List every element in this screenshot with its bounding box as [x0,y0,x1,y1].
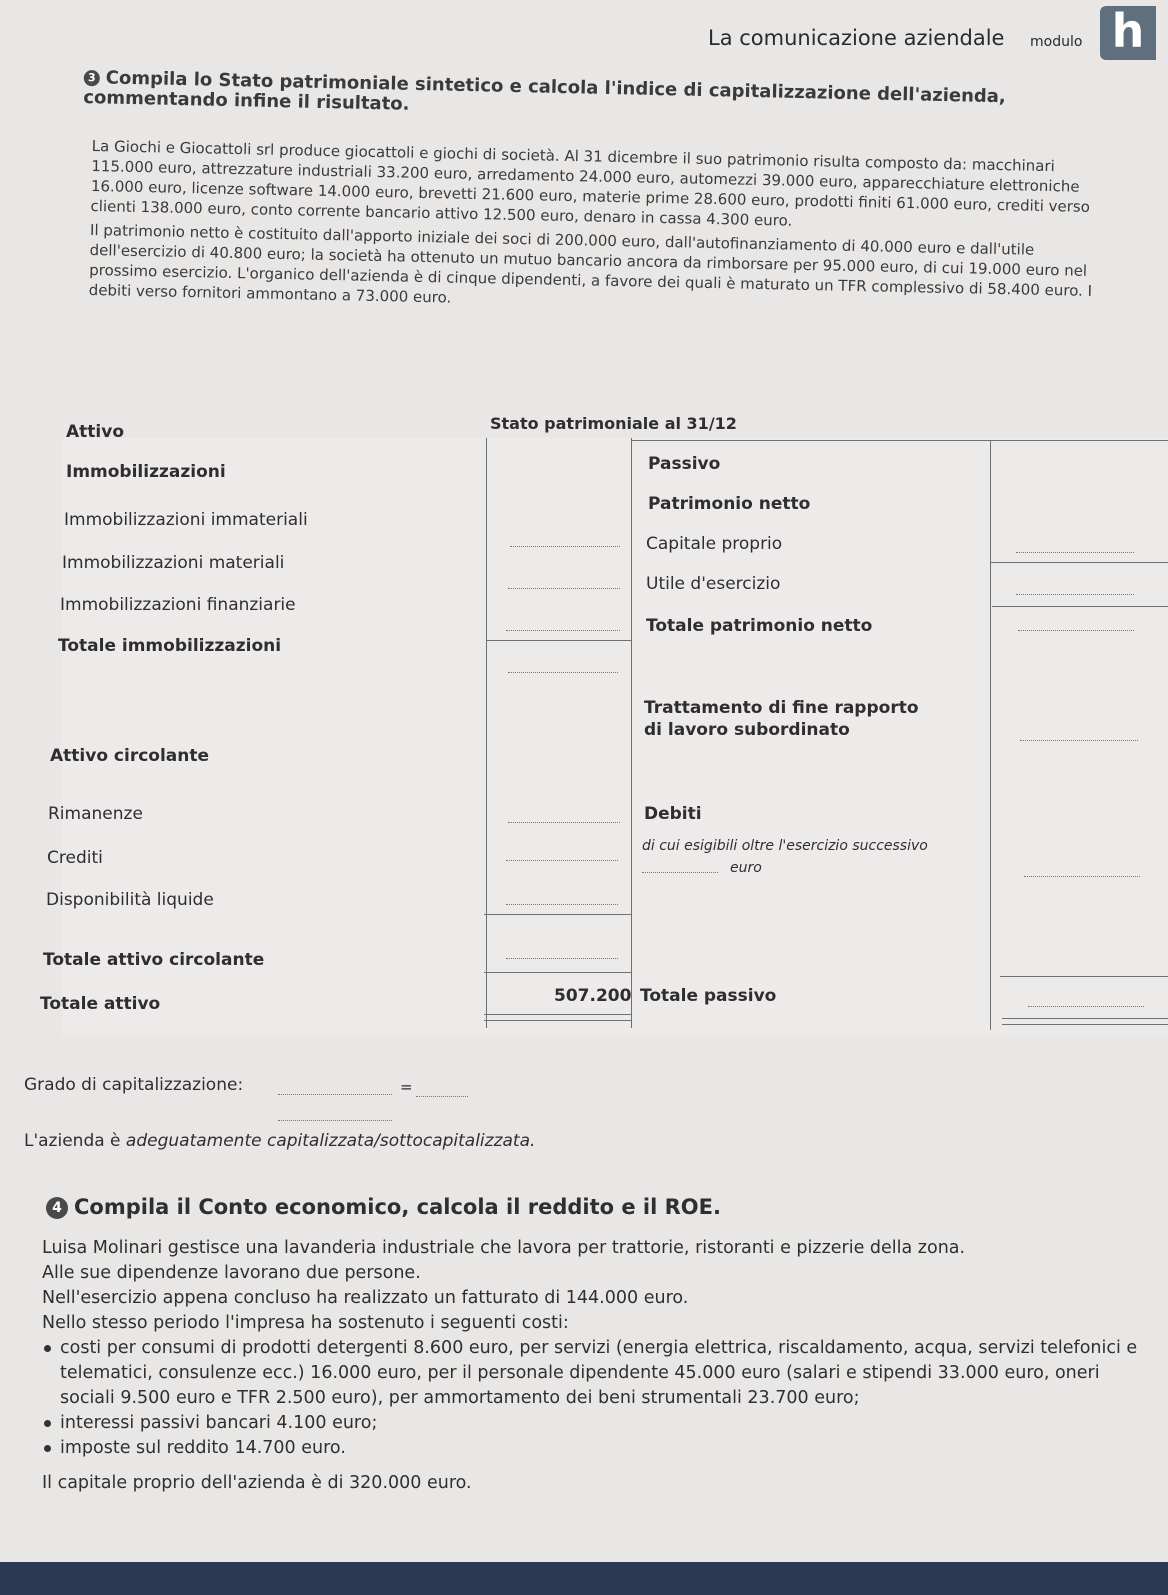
capitale-proprio-label: Capitale proprio [646,534,783,554]
rule-totale-immob [486,640,632,641]
euro-label: euro [730,860,762,876]
exercise-3-number: 3 [84,70,100,86]
crediti-label: Crediti [47,848,103,868]
modulo-label: modulo [1030,34,1083,50]
answer-line-crediti[interactable] [506,860,618,861]
answer-line-totale-immob[interactable] [508,672,618,673]
costs-list [42,1336,1142,1461]
exercise-3-title-text: Compila lo Stato patrimoniale sintetico e calcola l'indice di capitalizzazione dell'azienda, commentando infine il risultato. [83,67,1006,115]
exercise-4-text [42,1236,1142,1496]
exercise-4-title [46,1195,721,1219]
rule-passivo-top [632,440,1168,441]
tfr-label-line2: di lavoro subordinato [644,720,850,740]
attivo-value-column [486,438,632,1028]
immob-immateriali-label: Immobilizzazioni immateriali [64,510,308,530]
rule-bottom-2 [484,1020,632,1021]
immob-finanziarie-label: Immobilizzazioni finanziarie [60,595,296,615]
answer-line-debiti-oltre[interactable] [642,872,718,873]
cost-item: interessi passivi bancari 4.100 euro; [60,1411,1142,1436]
answer-line-totale-pn[interactable] [1018,630,1134,631]
stato-patrimoniale-table [40,410,1168,1040]
exercise-3-paragraph-1: La Giochi e Giocattoli srl produce giocattoli e giochi di società. Al 31 dicembre il suo patrimonio risulta composto da: macchinari 115.000 euro, attrezzature industriali 33.200 euro, arredamento 24.000 euro, automezzi 39.000 euro, apparecchiature elettroniche 16.000 euro, licenze software 14.000 euro, brevetti 21.600 euro, materie prime 28.600 euro, prodotti finiti 61.000 euro, crediti verso clienti 138.000 euro, conto corrente bancario attivo 12.500 euro, denaro in cassa 4.300 euro. [90,136,1091,230]
answer-line-denominator[interactable] [278,1120,392,1121]
exercise-4-line-2: Alle sue dipendenze lavorano due persone. [42,1263,421,1283]
valutazione-options[interactable]: adeguatamente capitalizzata/sottocapitalizzata. [125,1131,536,1151]
cost-item: costi per consumi di prodotti detergenti 8.600 euro, per servizi (energia elettrica, riscaldamento, acqua, servizi telefonici e telematici, consulenze ecc.) 16.000 euro, per il personale dipendente 45.000 euro (salari e stipendi 33.000 euro, oneri sociali 9.500 euro e TFR 2.500 euro), per ammortamento dei beni strumentali 23.700 euro; [60,1336,1142,1411]
exercise-4-line-4: Nello stesso periodo l'impresa ha sostenuto i seguenti costi: [42,1313,569,1333]
answer-line-numerator[interactable] [278,1094,392,1095]
totale-immob-label: Totale immobilizzazioni [58,636,282,656]
exercise-3-text [88,136,1121,326]
rule-bottom-passivo-2 [1002,1024,1168,1025]
rimanenze-label: Rimanenze [48,804,143,824]
totale-attivo-value: 507.200 [554,986,632,1006]
exercise-4-number: 4 [46,1197,68,1219]
rule-pn [990,562,1168,563]
answer-line-debiti[interactable] [1024,876,1140,877]
modulo-badge: h [1100,6,1156,60]
answer-line-totale-circolante[interactable] [506,958,618,959]
answer-line-immateriali[interactable] [510,546,620,547]
rule-utile [992,606,1168,607]
answer-line-capitale[interactable] [1016,552,1134,553]
tfr-label-line1: Trattamento di fine rapporto [644,698,919,718]
patrimonio-netto-label: Patrimonio netto [648,494,811,514]
exercise-3-paragraph-2: Il patrimonio netto è costituito dall'apporto iniziale dei soci di 200.000 euro, dall'autofinanziamento di 40.000 euro e dall'utile dell'esercizio di 40.800 euro; la società ha ottenuto un mutuo bancario ancora da rimborsare per 95.000 euro, di cui 19.000 euro nel prossimo esercizio. L'organico dell'azienda è di cinque dipendenti, a favore dei quali è maturato un TFR complessivo di 58.400 euro. I debiti verso fornitori ammontano a 73.000 euro. [88,220,1093,307]
exercise-4-line-1: Luisa Molinari gestisce una lavanderia industriale che lavora per trattorie, ristoranti e pizzerie della zona. [42,1238,966,1258]
exercise-4-closing: Il capitale proprio dell'azienda è di 320.000 euro. [42,1473,472,1493]
immobilizzazioni-label: Immobilizzazioni [66,462,226,482]
equals-sign: = [400,1078,413,1096]
answer-line-result[interactable] [416,1096,468,1097]
rule-totale-circolante [484,914,632,915]
rule-totale-attivo [484,972,632,973]
answer-line-finanziarie[interactable] [506,630,620,631]
disponibilita-label: Disponibilità liquide [46,890,214,910]
debiti-label: Debiti [644,804,702,824]
attivo-circolante-label: Attivo circolante [50,746,210,766]
immob-materiali-label: Immobilizzazioni materiali [62,553,285,573]
debiti-note: di cui esigibili oltre l'esercizio successivo [642,838,928,854]
valutazione-prefix: L'azienda è [24,1131,126,1151]
answer-line-rimanenze[interactable] [508,822,620,823]
grado-capitalizzazione-label: Grado di capitalizzazione: [24,1075,244,1095]
exercise-4-line-3: Nell'esercizio appena concluso ha realizzato un fatturato di 144.000 euro. [42,1288,689,1308]
utile-esercizio-label: Utile d'esercizio [646,574,781,594]
table-title: Stato patrimoniale al 31/12 [490,414,737,433]
answer-line-tfr[interactable] [1020,740,1138,741]
passivo-header: Passivo [648,454,721,474]
answer-line-totale-passivo[interactable] [1028,1006,1144,1007]
cost-item: imposte sul reddito 14.700 euro. [60,1436,1142,1461]
answer-line-materiali[interactable] [508,588,620,589]
attivo-header: Attivo [66,422,124,442]
answer-line-utile[interactable] [1016,594,1134,595]
answer-line-disponibilita[interactable] [506,904,618,905]
totale-pn-label: Totale patrimonio netto [646,616,873,636]
rule-bottom-1 [484,1014,632,1015]
chapter-title: La comunicazione aziendale [708,26,1005,50]
page-bottom-band [0,1562,1168,1595]
totale-attivo-label: Totale attivo [40,994,161,1014]
exercise-4-title-text: Compila il Conto economico, calcola il reddito e il ROE. [74,1195,721,1219]
valutazione-sentence [24,1131,535,1151]
passivo-value-column [990,440,999,1030]
totale-attivo-circolante-label: Totale attivo circolante [43,950,265,970]
rule-bottom-passivo-1 [1002,1018,1168,1019]
totale-passivo-label: Totale passivo [640,986,777,1006]
rule-totale-passivo [1000,976,1168,977]
